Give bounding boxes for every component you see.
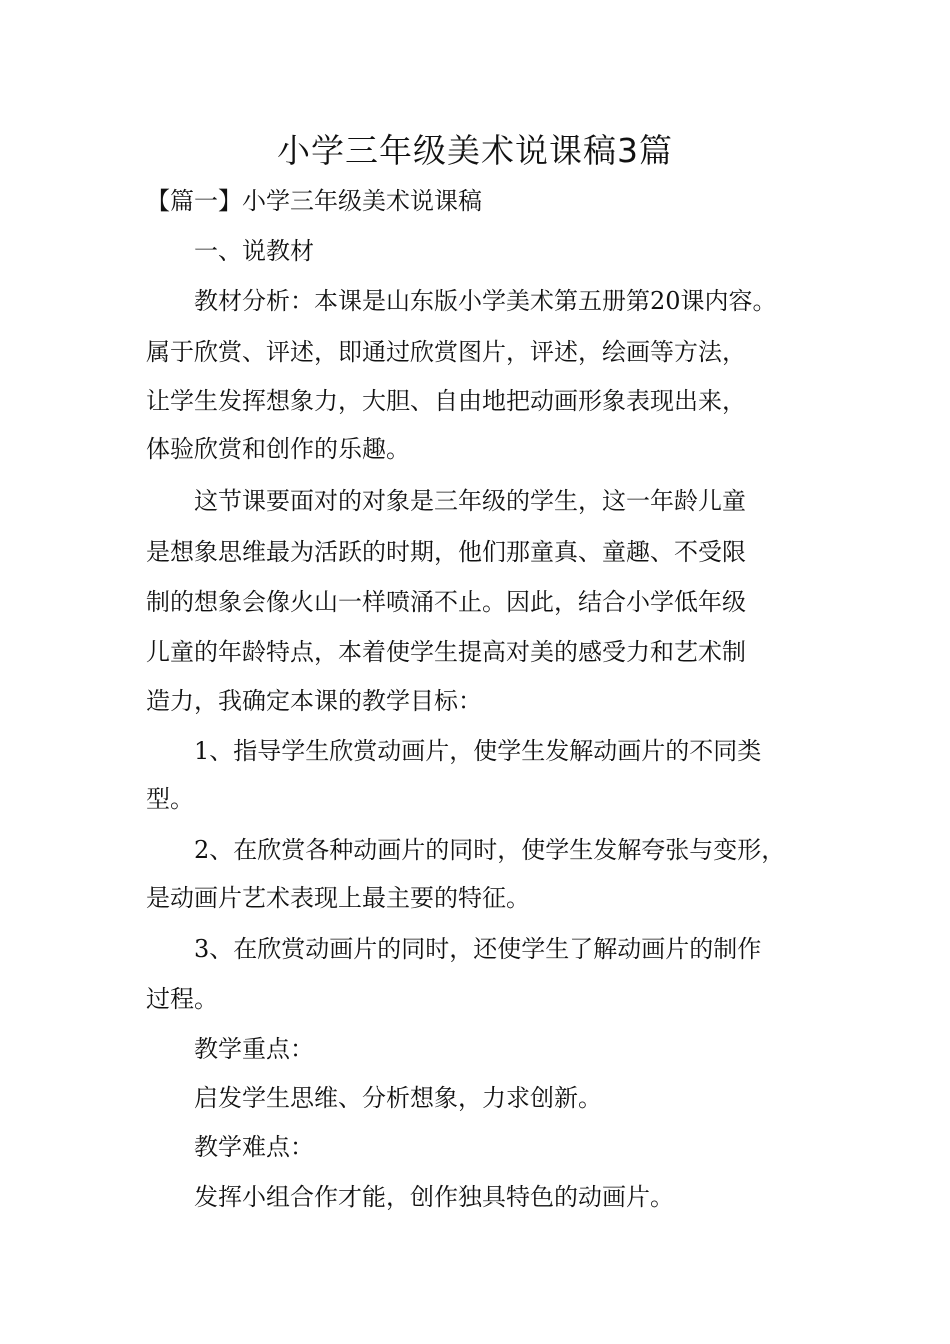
- goal-1-line-1: 1、指导学生欣赏动画片，使学生发解动画片的不同类: [194, 737, 762, 765]
- section-heading: 【篇一】小学三年级美术说课稿: [146, 187, 482, 215]
- paragraph-1-line-3: 让学生发挥想象力，大胆、自由地把动画形象表现出来，: [146, 387, 746, 415]
- difficulty-text: 发挥小组合作才能，创作独具特色的动画片。: [194, 1183, 674, 1211]
- paragraph-1-line-4: 体验欣赏和创作的乐趣。: [146, 435, 410, 463]
- paragraph-1-line-1: 教材分析：本课是山东版小学美术第五册第20课内容。: [194, 287, 777, 315]
- paragraph-2-line-5: 造力，我确定本课的教学目标：: [146, 687, 482, 715]
- goal-3-line-1: 3、在欣赏动画片的同时，还使学生了解动画片的制作: [194, 935, 762, 963]
- goal-2-line-2: 是动画片艺术表现上最主要的特征。: [146, 884, 530, 912]
- subheading: 一、说教材: [194, 237, 314, 265]
- document-title: 小学三年级美术说课稿3篇: [277, 131, 673, 170]
- key-point-label: 教学重点：: [194, 1035, 314, 1063]
- paragraph-1-line-2: 属于欣赏、评述，即通过欣赏图片，评述，绘画等方法，: [146, 338, 746, 366]
- paragraph-2-line-1: 这节课要面对的对象是三年级的学生，这一年龄儿童: [194, 487, 746, 515]
- goal-3-line-2: 过程。: [146, 985, 218, 1013]
- paragraph-2-line-4: 儿童的年龄特点，本着使学生提高对美的感受力和艺术制: [146, 638, 746, 666]
- paragraph-2-line-3: 制的想象会像火山一样喷涌不止。因此，结合小学低年级: [146, 588, 746, 616]
- key-point-text: 启发学生思维、分析想象，力求创新。: [194, 1084, 602, 1112]
- goal-1-line-2: 型。: [146, 785, 194, 813]
- difficulty-label: 教学难点：: [194, 1133, 314, 1161]
- paragraph-2-line-2: 是想象思维最为活跃的时期，他们那童真、童趣、不受限: [146, 538, 746, 566]
- goal-2-line-1: 2、在欣赏各种动画片的同时，使学生发解夸张与变形，: [194, 836, 786, 864]
